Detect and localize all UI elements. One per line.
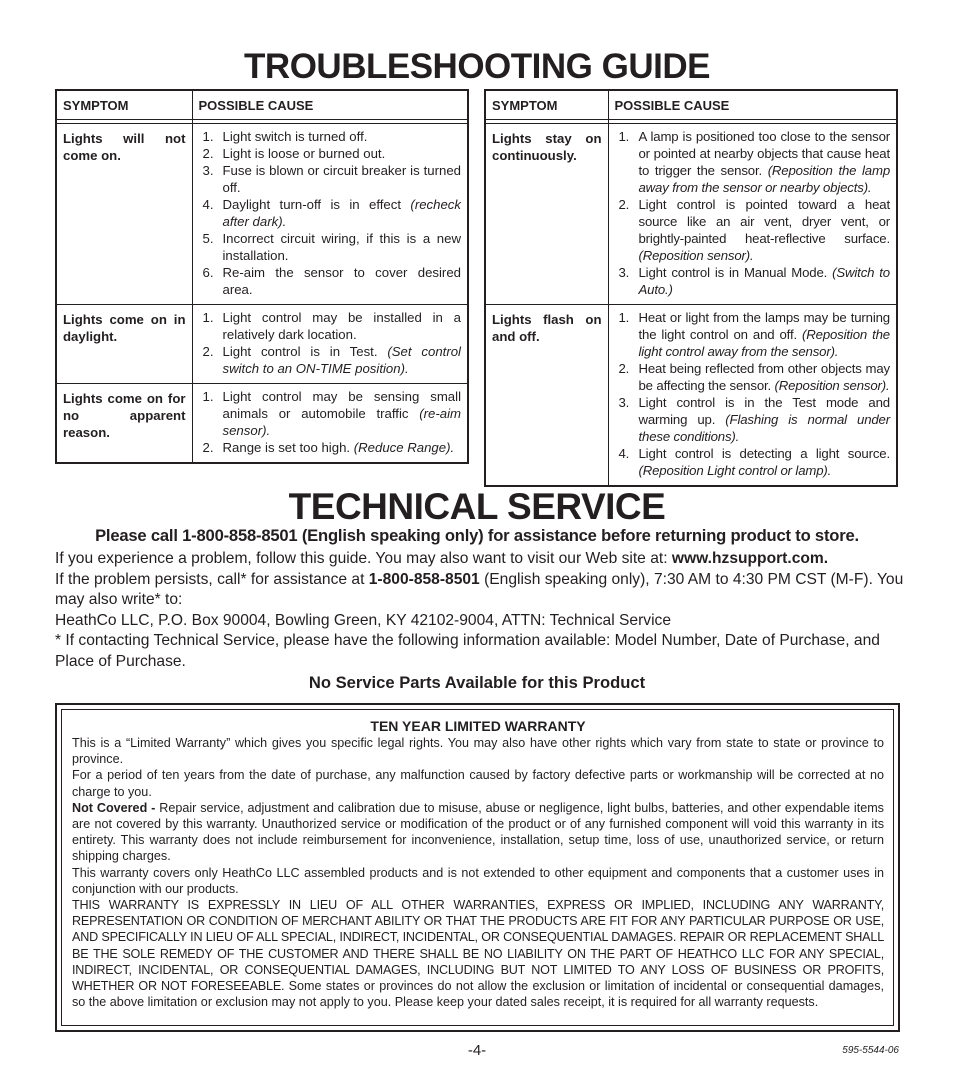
- troubleshooting-table-left: [55, 89, 469, 464]
- contact-info-note: * If contacting Technical Service, please have the following information available: Model Number, Date of Purchase, and Place of Purchase.: [55, 632, 880, 670]
- warranty-paragraph: Not Covered - Repair service, adjustment and calibration due to misuse, abuse or negligence, light bulbs, batteries, and other expendable items are not covered by this warranty. Unauthorized service or modification of the product or of any furnished component will void this warranty in its entirety. This warranty does not include reimbursement for inconvenience, installation, setup time, loss of use, unauthorized service, or return shipping charges.: [72, 800, 884, 864]
- no-service-parts-notice: No Service Parts Available for this Product: [308, 673, 646, 692]
- website-paragraph: If you experience a problem, follow this guide. You may also want to visit our Web site at: www.hzsupport.com.: [55, 550, 829, 567]
- warranty-box: [55, 703, 900, 1032]
- technical-service-title: TECHNICAL SERVICE: [288, 486, 666, 527]
- symptom-cell: Lights stay on continuously.: [485, 124, 608, 305]
- troubleshooting-row: [56, 384, 468, 464]
- troubleshooting-row: [485, 305, 897, 487]
- symptom-cell: Lights come on for no apparent reason.: [63, 391, 186, 440]
- document-code: 595-5544-06: [842, 1045, 899, 1056]
- cause-item: 2. Light is loose or burned out.: [202, 146, 386, 161]
- cause-item: 3. Fuse is blown or circuit breaker is turned off.: [202, 163, 461, 195]
- cause-cell: [608, 124, 897, 305]
- cause-cell: [192, 124, 468, 305]
- troubleshooting-table-right: [484, 89, 898, 487]
- cause-item: 1. Light control may be installed in a relatively dark location.: [202, 310, 461, 342]
- symptom-cell: Lights will not come on.: [56, 124, 192, 305]
- possible-cause-header: POSSIBLE CAUSE: [608, 90, 897, 120]
- page-number: -4-: [467, 1042, 487, 1059]
- troubleshooting-row: [56, 305, 468, 384]
- phone-paragraph: If the problem persists, call* for assistance at 1-800-858-8501 (English speaking only), 7:30 AM to 4:30 PM CST (M-F). You may also write* to:: [55, 570, 904, 608]
- cause-item: 1. Light control may be sensing small animals or automobile traffic (re-aim sensor).: [202, 389, 461, 438]
- support-website-link[interactable]: www.hzsupport.com.: [671, 550, 829, 567]
- troubleshooting-row: [56, 124, 468, 305]
- cause-item: 1. Light switch is turned off.: [202, 129, 368, 144]
- call-instruction: Please call 1-800-858-8501 (English speaking only) for assistance before returning product to store.: [95, 526, 859, 545]
- cause-item: 1. A lamp is positioned too close to the sensor or pointed at nearby objects that cause heat to trigger the sensor. (Reposition the lamp away from the sensor or nearby objects).: [618, 129, 891, 195]
- cause-cell: [192, 305, 468, 384]
- cause-item: 2. Range is set too high. (Reduce Range).: [202, 440, 455, 455]
- symptom-cell: Lights come on in daylight.: [56, 305, 192, 384]
- symptom-header: SYMPTOM: [56, 90, 192, 120]
- warranty-disclaimer: THIS WARRANTY IS EXPRESSLY IN LIEU OF ALL OTHER WARRANTIES, EXPRESS OR IMPLIED, INCLUDING ANY WARRANTY, REPRESENTATION OR CONDITION OF MERCHANT ABILITY OR THAT THE PRODUCTS ARE FIT FOR ANY PARTICULAR PURPOSE OR USE, AND SPECIFICALLY IN LIEU OF ALL SPECIAL, INDIRECT, INCIDENTAL, OR CONSEQUENTIAL DAMAGES. REPAIR OR REPLACEMENT SHALL BE THE SOLE REMEDY OF THE CUSTOMER AND THERE SHALL BE NO LIABILITY ON THE PART OF HEATHCO LLC FOR ANY SPECIAL, INDIRECT, INCIDENTAL, OR CONSEQUENTIAL DAMAGES, INCLUDING BUT NOT LIMITED TO ANY LOSS OF BUSINESS OR PROFITS, WHETHER OR NOT FORESEEABLE. Some states or provinces do not allow the exclusion or limitation of incidental or consequential damages, so the above limitation or exclusion may not apply to you. Please keep your dated sales receipt, it is required for all warranty requests.: [72, 898, 884, 1010]
- technical-service-text: [55, 549, 905, 672]
- cause-item: 3. Light control is in the Test mode and warming up. (Flashing is normal under these conditions).: [618, 395, 890, 444]
- symptom-cell: Lights flash on and off.: [492, 312, 602, 344]
- cause-item: 4. Light control is detecting a light source. (Reposition Light control or lamp).: [618, 446, 890, 478]
- cause-item: 4. Daylight turn-off is in effect (recheck after dark).: [202, 197, 461, 229]
- cause-item: 2. Light control is in Test. (Set control switch to an ON-TIME position).: [202, 344, 461, 376]
- cause-item: 1. Heat or light from the lamps may be turning the light control on and off. (Reposition the light control away from the sensor).: [618, 310, 890, 359]
- cause-item: 5. Incorrect circuit wiring, if this is a new installation.: [202, 231, 461, 263]
- troubleshooting-title: TROUBLESHOOTING GUIDE: [244, 47, 710, 86]
- warranty-paragraph: For a period of ten years from the date of purchase, any malfunction caused by factory defective parts or workmanship will be corrected at no charge to you.: [72, 768, 884, 799]
- warranty-paragraph: This warranty covers only HeathCo LLC assembled products and is not extended to other equipment and components that a customer uses in conjunction with our products.: [72, 865, 884, 896]
- cause-item: 2. Light control is pointed toward a heat source like an air vent, dryer vent, or brightly-painted heat-reflective surface. (Reposition sensor).: [618, 197, 890, 263]
- cause-cell: [608, 305, 897, 487]
- warranty-title: TEN YEAR LIMITED WARRANTY: [370, 718, 586, 734]
- mailing-address: HeathCo LLC, P.O. Box 90004, Bowling Green, KY 42102-9004, ATTN: Technical Service: [55, 611, 672, 629]
- cause-item: 2. Heat being reflected from other objects may be affecting the sensor. (Reposition sensor).: [618, 361, 890, 393]
- warranty-paragraph: This is a “Limited Warranty” which gives you specific legal rights. You may also have other rights which vary from state to state or province to province.: [72, 736, 884, 767]
- cause-item: 6. Re-aim the sensor to cover desired area.: [202, 265, 461, 297]
- cause-cell: [192, 384, 468, 464]
- troubleshooting-row: [485, 124, 897, 305]
- symptom-header: SYMPTOM: [485, 90, 608, 120]
- cause-item: 3. Light control is in Manual Mode. (Switch to Auto.): [618, 265, 890, 297]
- support-phone-number: 1-800-858-8501: [368, 570, 480, 588]
- possible-cause-header: POSSIBLE CAUSE: [192, 90, 468, 120]
